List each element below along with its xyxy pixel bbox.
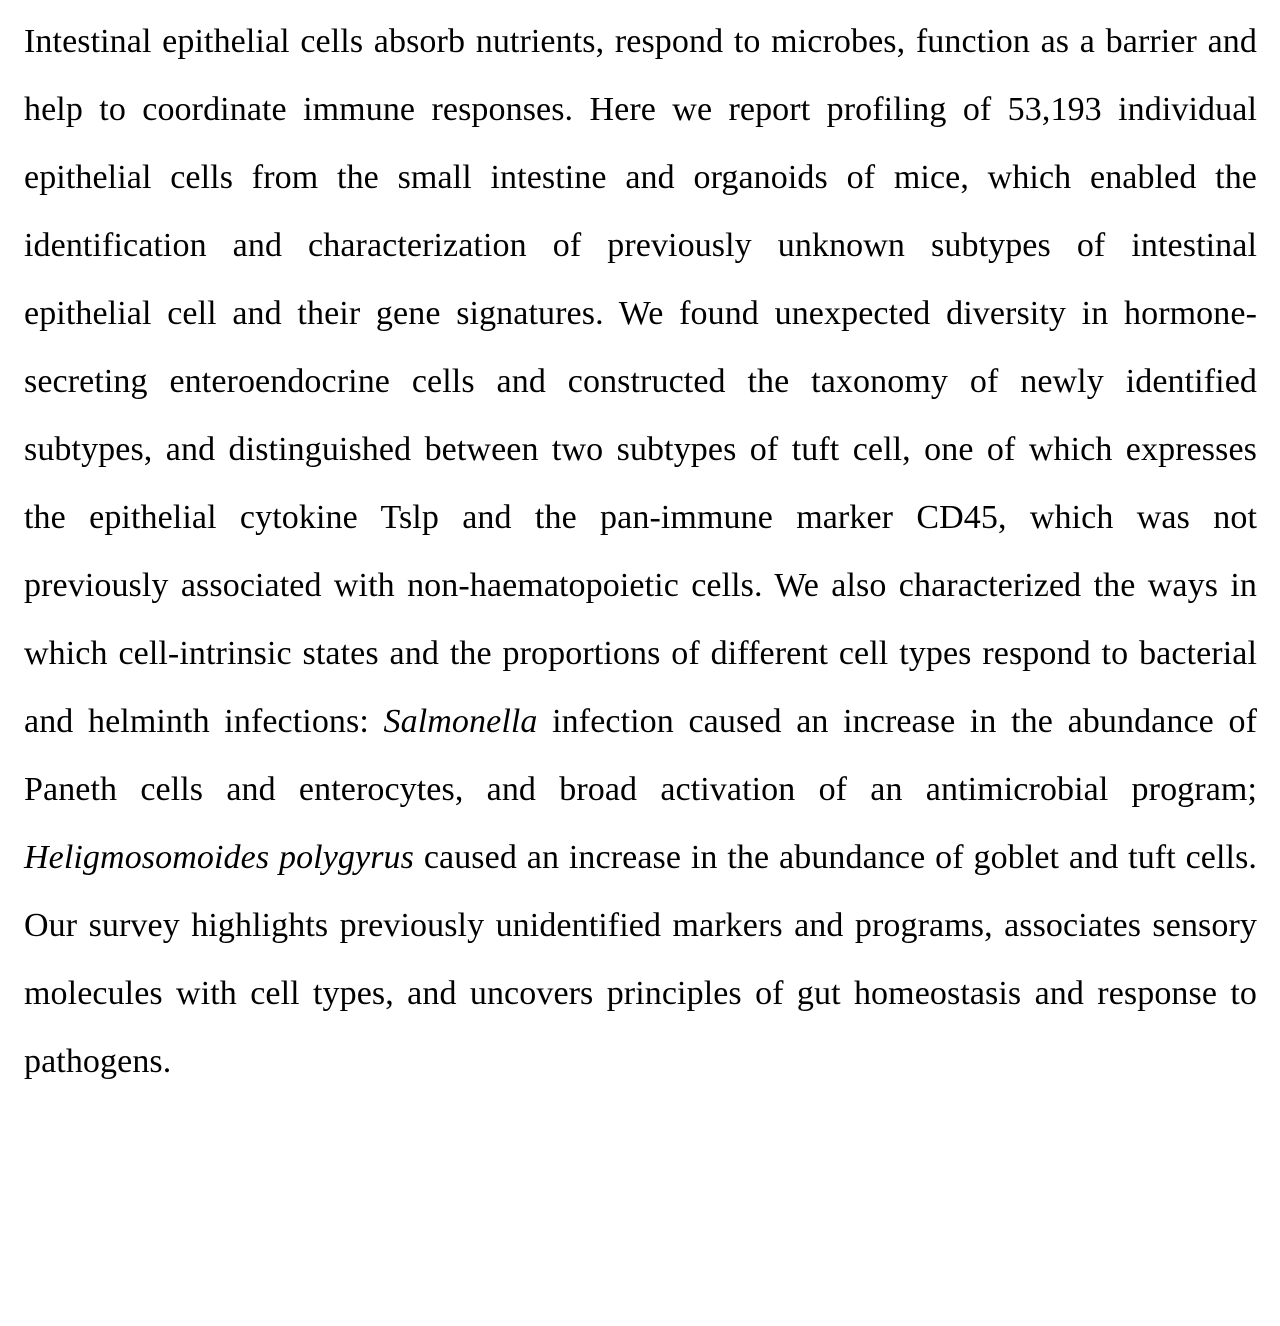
abstract-paragraph [24, 8, 1257, 1096]
abstract-text-segment: infection caused an increase in the abundance of Paneth cells and enterocytes, and broad activation of an antimicrobial program; [24, 703, 1257, 808]
italic-species-term: Salmonella [383, 703, 538, 740]
abstract-text-segment: Intestinal epithelial cells absorb nutrients, respond to microbes, function as a barrier and help to coordinate immune responses. Here we report profiling of 53,193 individual epithelial cells from the small intestine and organoids of mice, which enabled the identification and characterization of previously unknown subtypes of intestinal epithelial cell and their gene signatures. We found unexpected diversity in hormone-secreting enteroendocrine cells and constructed the taxonomy of newly identified subtypes, and distinguished between two subtypes of tuft cell, one of which expresses the epithelial cytokine Tslp and the pan-immune marker CD45, which was not previously associated with non-haematopoietic cells. We also characterized the ways in which cell-intrinsic states and the proportions of different cell types respond to bacterial and helminth infections: [24, 23, 1257, 740]
italic-species-term: Heligmosomoides polygyrus [24, 839, 414, 876]
abstract-text-segment: caused an increase in the abundance of goblet and tuft cells. Our survey highlights previously unidentified markers and programs, associates sensory molecules with cell types, and uncovers principles of gut homeostasis and response to pathogens. [24, 839, 1257, 1080]
